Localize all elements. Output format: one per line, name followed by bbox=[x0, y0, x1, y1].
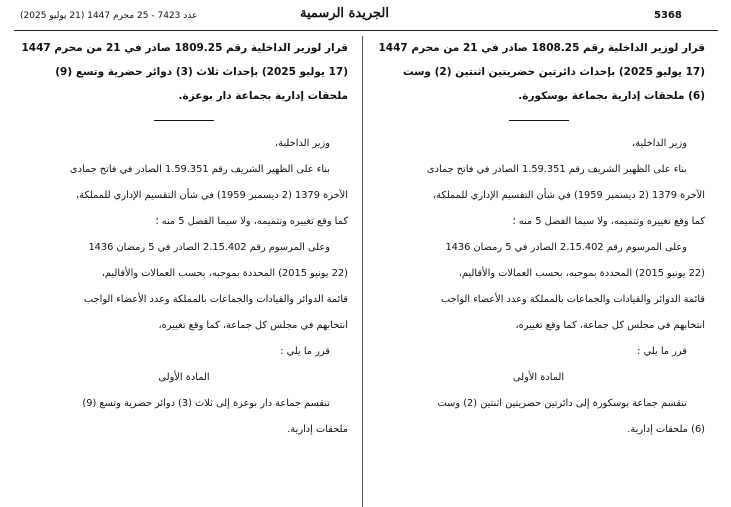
article-heading: المادة الأولى bbox=[158, 372, 210, 383]
preamble-line: بناء على الظهير الشريف رقم 1.59.351 الصادر في فاتح جمادى bbox=[69, 164, 330, 175]
article-body-line: (6) ملحقات إدارية. bbox=[627, 424, 705, 435]
header-rule bbox=[14, 30, 718, 31]
preamble-line: الآخرة 1379 (2 ديسمبر 1959) في شأن التقسيم الإداري للمملكة، bbox=[432, 190, 705, 201]
preamble-line: كما وقع تغييره وتتميمه، ولا سيما الفصل 5 منه ؛ bbox=[512, 216, 705, 227]
preamble-line: الآخرة 1379 (2 ديسمبر 1959) في شأن التقسيم الإداري للمملكة، bbox=[75, 190, 348, 201]
decree-reference-line: انتخابهم في مجلس كل جماعة، كما وقع تغييره، bbox=[158, 320, 348, 331]
issue-info: عدد 7423 - 25 محرم 1447 (21 يوليو 2025) bbox=[20, 11, 198, 21]
decree-title-line: قرار لوزير الداخلية رقم 1809.25 صادر في 21 من محرم 1447 bbox=[21, 42, 348, 54]
minister-line: وزير الداخلية، bbox=[275, 138, 330, 149]
title-separator bbox=[154, 120, 214, 121]
decree-reference-line: انتخابهم في مجلس كل جماعة، كما وقع تغييره، bbox=[515, 320, 705, 331]
decides-line: قرر ما يلي : bbox=[637, 346, 687, 357]
decree-reference-line: قائمة الدوائر والقيادات والجماعات بالمملكة وعدد الأعضاء الواجب bbox=[440, 294, 705, 305]
decree-title-line: (6) ملحقات إدارية بجماعة بوسكورة. bbox=[518, 90, 705, 102]
decree-title-line: قرار لوزير الداخلية رقم 1808.25 صادر في 21 من محرم 1447 bbox=[378, 42, 705, 54]
decree-title-line: (17 يوليو 2025) بإحداث ثلاث (3) دوائر حضرية وتسع (9) bbox=[55, 66, 348, 78]
preamble-line: كما وقع تغييره وتتميمه، ولا سيما الفصل 5 منه ؛ bbox=[155, 216, 348, 227]
decree-reference-line: قائمة الدوائر والقيادات والجماعات بالمملكة وعدد الأعضاء الواجب bbox=[83, 294, 348, 305]
column-divider bbox=[362, 36, 363, 507]
decree-reference-line: (22 يونيو 2015) المحددة بموجبه، بحسب العمالات والأقاليم، bbox=[458, 268, 705, 279]
article-heading: المادة الأولى bbox=[512, 372, 565, 383]
decree-title-line: (17 يوليو 2025) بإحداث دائرتين حضريتين اثنتين (2) وست bbox=[402, 66, 705, 78]
decree-reference-line: وعلى المرسوم رقم 2.15.402 الصادر في 5 رمضان 1436 bbox=[88, 242, 330, 253]
article-body-line: ملحقات إدارية. bbox=[287, 424, 348, 435]
article-body-line: تنقسم جماعة بوسكورة إلى دائرتين حضريتين اثنتين (2) وست bbox=[437, 398, 687, 409]
article-body-line: تنقسم جماعة دار بوعزة إلى ثلاث (3) دوائر حضرية وتسع (9) bbox=[82, 398, 330, 409]
page-number: 5368 bbox=[654, 10, 682, 21]
decree-1808-column bbox=[372, 36, 705, 443]
decree-1809-column bbox=[20, 36, 348, 443]
preamble-line: بناء على الظهير الشريف رقم 1.59.351 الصادر في فاتح جمادى bbox=[426, 164, 687, 175]
minister-line: وزير الداخلية، bbox=[632, 138, 687, 149]
publication-title: الجريدة الرسمية bbox=[300, 6, 389, 21]
decree-title-line: ملحقات إدارية بجماعة دار بوعزة. bbox=[178, 90, 348, 102]
decree-reference-line: وعلى المرسوم رقم 2.15.402 الصادر في 5 رمضان 1436 bbox=[445, 242, 687, 253]
decree-reference-line: (22 يونيو 2015) المحددة بموجبه، بحسب العمالات والأقاليم، bbox=[101, 268, 348, 279]
title-separator bbox=[509, 120, 569, 121]
decides-line: قرر ما يلي : bbox=[280, 346, 330, 357]
